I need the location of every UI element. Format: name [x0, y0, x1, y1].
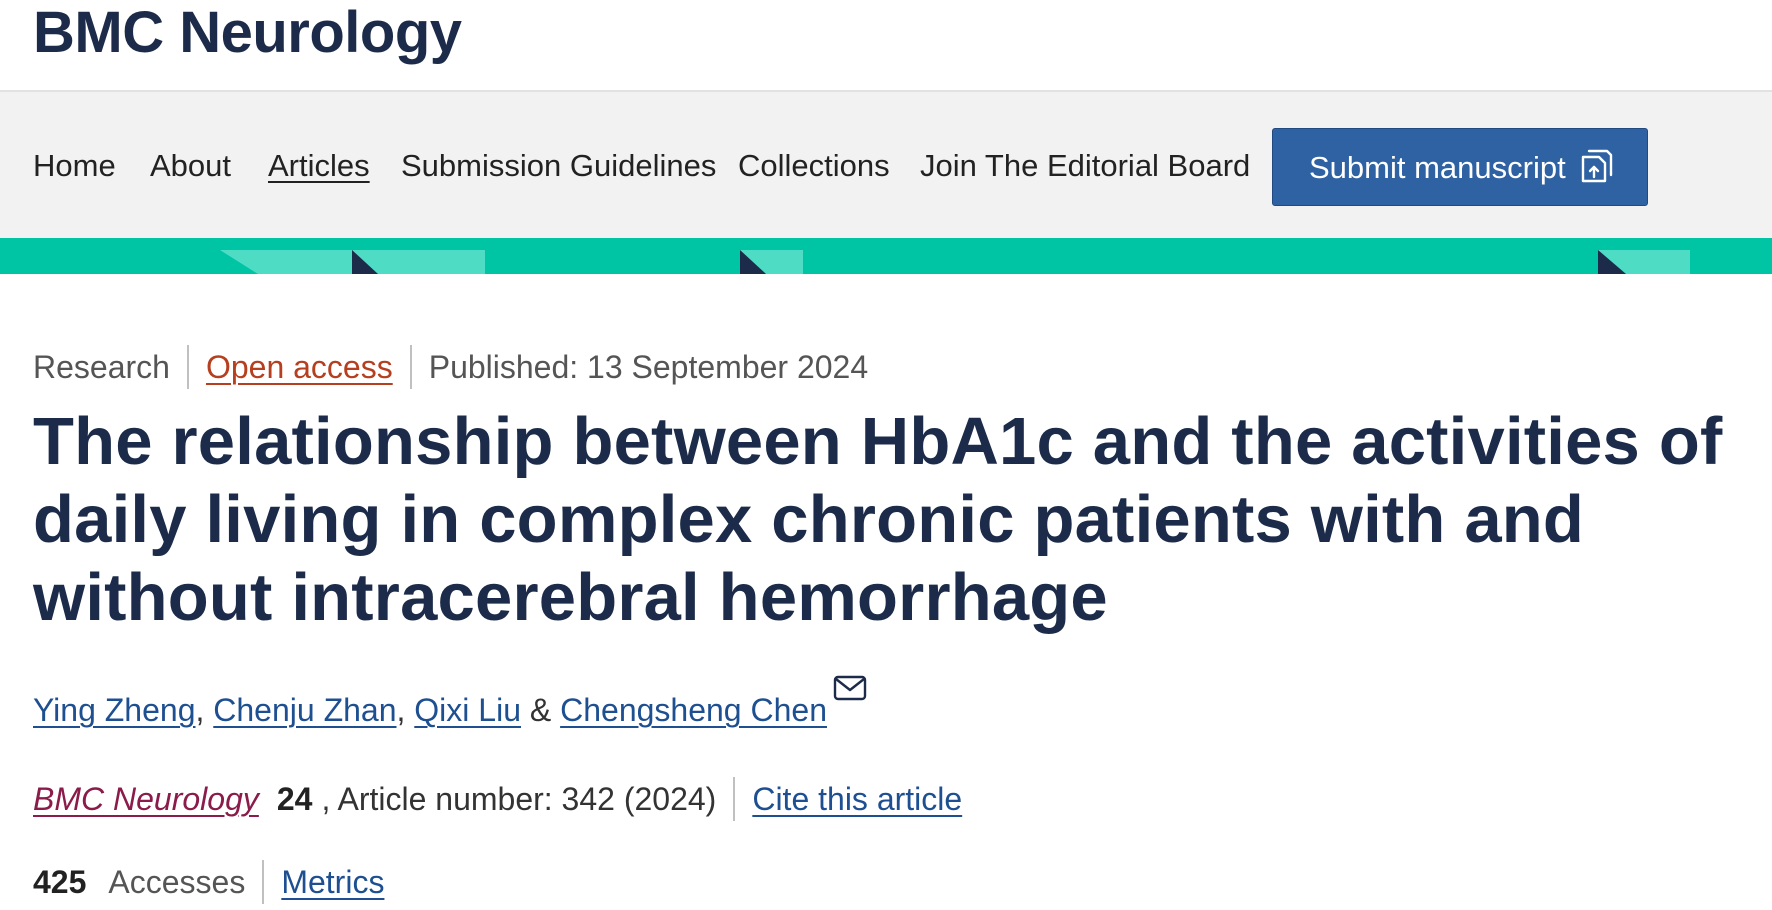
author-separator: & [520, 692, 561, 728]
cite-this-article-link[interactable]: Cite this article [752, 780, 963, 817]
decorative-teal-band [0, 238, 1772, 274]
nav-item-submission-guidelines[interactable]: Submission Guidelines [401, 148, 717, 183]
meta-divider [410, 345, 412, 389]
nav-item-home[interactable]: Home [33, 148, 116, 183]
open-access-link[interactable]: Open access [205, 348, 393, 385]
mail-icon[interactable] [833, 675, 867, 701]
article-type: Research [33, 348, 170, 385]
published-date: Published: 13 September 2024 [428, 348, 869, 385]
submit-document-icon [1579, 149, 1615, 185]
access-metrics-row [33, 858, 384, 906]
author-list [33, 688, 867, 732]
author-link-qixi-liu[interactable]: Qixi Liu [414, 692, 521, 728]
nav-item-about[interactable]: About [150, 148, 232, 183]
nav-item-join-editorial-board[interactable]: Join The Editorial Board [920, 148, 1251, 183]
article-title: The relationship between HbA1c and the activities of daily living in complex chronic patients with and without intracerebral hemorrhage [33, 404, 1723, 635]
submit-manuscript-button[interactable] [1272, 128, 1648, 206]
citation-row [33, 775, 962, 823]
article-meta [33, 345, 868, 389]
nav-item-collections[interactable]: Collections [738, 148, 890, 183]
submit-manuscript-label: Submit manuscript [1309, 150, 1566, 185]
metrics-link[interactable]: Metrics [281, 863, 385, 900]
article-number: , Article number: 342 (2024) [321, 780, 717, 817]
author-separator: , [396, 692, 415, 728]
cite-divider [733, 777, 735, 821]
metrics-divider [262, 860, 264, 904]
volume-number: 24 [276, 780, 313, 817]
author-link-chengsheng-chen[interactable]: Chengsheng Chen [560, 692, 827, 728]
nav-item-articles[interactable]: Articles [268, 148, 370, 183]
accesses-label: Accesses [108, 863, 246, 900]
author-link-ying-zheng[interactable]: Ying Zheng [33, 692, 196, 728]
author-link-chenju-zhan[interactable]: Chenju Zhan [213, 692, 397, 728]
journal-link[interactable]: BMC Neurology [33, 780, 259, 817]
journal-brand-logo[interactable]: BMC Neurology [33, 0, 462, 65]
author-separator: , [195, 692, 214, 728]
meta-divider [187, 345, 189, 389]
accesses-count: 425 [33, 863, 87, 900]
main-navigation [0, 90, 1772, 240]
site-header [0, 0, 1772, 90]
